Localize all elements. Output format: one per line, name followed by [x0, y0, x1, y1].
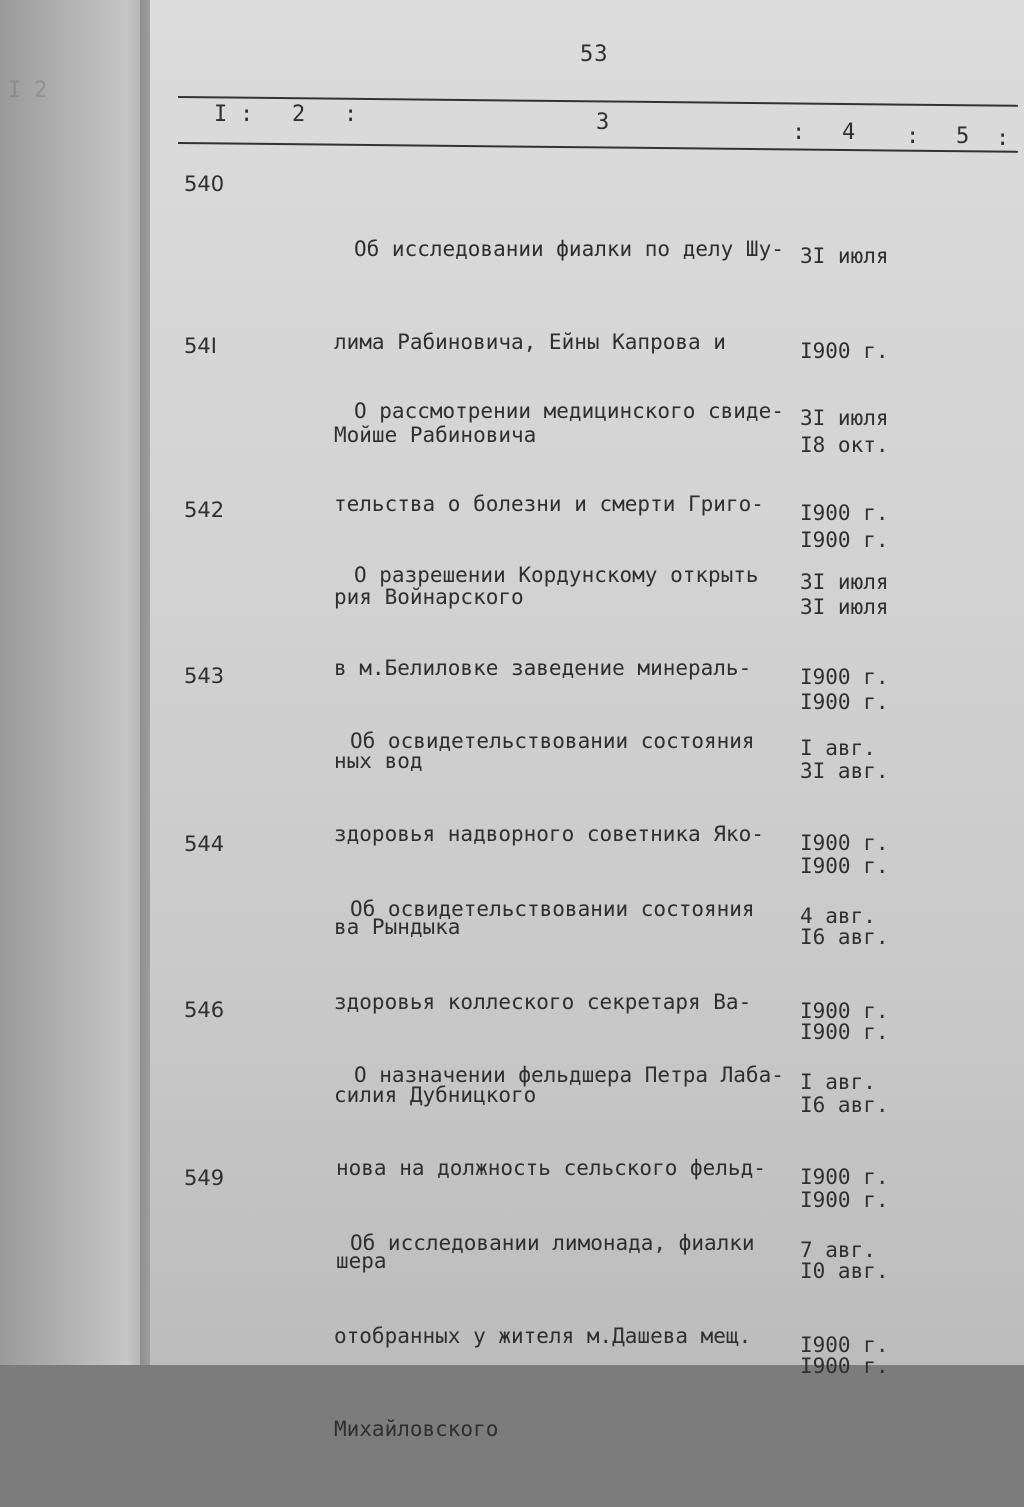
column-separator: : — [996, 126, 1010, 151]
entry-number: 549 — [184, 1166, 225, 1190]
page-number: 53 — [580, 42, 609, 67]
date-line: 3I июля — [800, 406, 889, 430]
date-line: I900 г. — [800, 1187, 889, 1212]
description-line: ных вод — [334, 749, 423, 773]
date-line: I6 авг. — [800, 925, 889, 949]
date-line: I авг. — [800, 736, 876, 760]
date-line: I900 г. — [800, 1353, 889, 1378]
entry-number: 542 — [184, 498, 225, 522]
column-separator: : — [240, 102, 254, 127]
date-line: I900 г. — [800, 1332, 889, 1357]
date-line: 3I июля — [800, 244, 889, 268]
description-line: Об освидетельствовании состояния — [350, 729, 755, 753]
date-line: I900 г. — [800, 527, 889, 552]
entry-dates — [800, 1172, 889, 1424]
description-line: рия Войнарского — [334, 585, 524, 609]
date-line: I900 г. — [800, 998, 889, 1023]
entry-number: 546 — [184, 998, 225, 1022]
description-line: ва Рындыка — [334, 915, 461, 939]
date-line: I900 г. — [800, 689, 889, 714]
facing-page-ghost-col-1: I — [8, 78, 22, 103]
entry-number: 543 — [184, 664, 225, 688]
column-header-2: 2 — [292, 102, 306, 127]
column-header-5: 5 — [956, 124, 970, 149]
date-line: I0 авг. — [800, 1259, 889, 1283]
description-line: О разрешении Кордунскому открыть — [354, 563, 759, 587]
column-separator: : — [792, 120, 806, 145]
date-line: 7 авг. — [800, 1238, 876, 1262]
description-line: нова на должность сельского фельд- — [336, 1156, 766, 1180]
entry-description — [334, 1166, 820, 1507]
column-separator: : — [344, 102, 358, 127]
description-line: шера — [336, 1249, 387, 1273]
column-header-3: 3 — [596, 110, 610, 135]
date-line: I900 г. — [800, 1164, 889, 1189]
date-line: 3I июля — [800, 595, 889, 619]
entry-number: 540 — [184, 172, 225, 196]
date-line: 3I июля — [800, 570, 889, 594]
column-header-4: 4 — [842, 120, 856, 145]
facing-page-ghost-col-2: 2 — [34, 78, 48, 103]
date-line: I900 г. — [800, 853, 889, 878]
description-line: силия Дубницкого — [334, 1083, 537, 1107]
description-line: Мойше Рабиновича — [334, 423, 537, 447]
date-line: I900 г. — [800, 830, 889, 855]
entry-number: 54I — [184, 334, 217, 358]
date-line: I6 авг. — [800, 1093, 889, 1117]
description-line: тельства о болезни и смерти Григо- — [334, 492, 764, 516]
description-line: здоровья надворного советника Яко- — [334, 822, 764, 846]
description-line: Михайловского — [334, 1417, 499, 1441]
description-line: отобранных у жителя м.Дашева мещ. — [334, 1324, 752, 1348]
description-line: в м.Белиловке заведение минераль- — [334, 656, 752, 680]
date-line: I900 г. — [800, 1019, 889, 1044]
date-line: 4 авг. — [800, 904, 876, 928]
date-line: I авг. — [800, 1070, 876, 1094]
date-line: I900 г. — [800, 500, 889, 525]
header-rule-bottom — [178, 142, 1018, 153]
description-line: Об освидетельствовании состояния — [350, 897, 755, 921]
date-line: I900 г. — [800, 338, 889, 363]
date-line: I900 г. — [800, 664, 889, 689]
description-line: О назначении фельдшера Петра Лаба- — [354, 1063, 784, 1087]
date-line: 3I авг. — [800, 759, 889, 783]
description-line: лима Рабиновича, Ейны Капрова и — [334, 330, 726, 354]
description-line: Об исследовании фиалки по делу Шу- — [354, 237, 784, 261]
date-line: I8 окт. — [800, 433, 889, 457]
entry-number: 544 — [184, 832, 225, 856]
description-line: здоровья коллеского секретаря Ва- — [334, 990, 752, 1014]
description-line: О рассмотрении медицинского свиде- — [354, 399, 784, 423]
facing-page — [0, 0, 150, 1365]
document-page — [150, 0, 1024, 1441]
column-header-1: I — [214, 102, 228, 127]
description-line: Об исследовании лимонада, фиалки — [350, 1231, 755, 1255]
column-separator: : — [906, 124, 920, 149]
